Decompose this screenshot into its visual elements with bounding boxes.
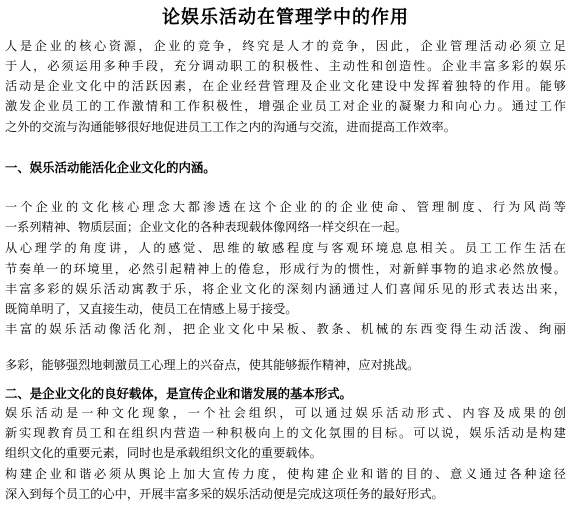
intro-line-1: 人是企业的核心资源，企业的竞争，终究是人才的竞争，因此，企业管理活动必须立足 (5, 39, 566, 53)
section-1-line-8: 多彩，能够强烈地刺激员工心理上的兴奋点，使其能够振作精神，应对挑战。 (5, 358, 420, 372)
section-1-line-6: 既简单明了，又直接生动，使员工在情感上易于接受。 (5, 302, 298, 316)
section-2-heading: 二、是企业文化的良好载体，是宣传企业和谐发展的基本形式。 (5, 386, 352, 401)
intro-line-4: 激发企业员工的工作激情和工作积极性，增强企业员工对企业的凝聚力和向心力。通过工作 (5, 99, 566, 113)
section-2-line-5: 深入到每个员工的心中，开展丰富多采的娱乐活动便是完成这项任务的最好形式。 (5, 487, 444, 501)
section-1-heading: 一、娱乐活动能活化企业文化的内涵。 (5, 160, 216, 175)
section-1-line-2: 一系列精神、物质层面；企业文化的各种表现载体像网络一样交织在一起。 (5, 220, 408, 234)
intro-line-3: 活动是企业文化中的活跃因素，在企业经营管理及企业文化建设中发挥着独特的作用。能够 (5, 79, 566, 93)
section-1-line-1: 一个企业的文化核心理念大都渗透在这个企业的的企业使命、管理制度、行为风尚等 (5, 200, 566, 214)
intro-line-2: 于人，必须运用多种手段，充分调动职工的积极性、主动性和创造性。企业丰富多彩的娱乐 (5, 59, 566, 73)
section-1-line-3: 从心理学的角度讲，人的感觉、思维的敏感程度与客观环境息息相关。员工工作生活在 (5, 241, 566, 255)
intro-line-5: 之外的交流与沟通能够很好地促进员工工作之内的沟通与交流，进而提高工作效率。 (5, 120, 456, 134)
section-2-line-4: 构建企业和谐必须从舆论上加大宣传力度，使构建企业和谐的目的、意义通过各种途径 (5, 467, 566, 481)
section-1-line-7: 丰富的娱乐活动像活化剂，把企业文化中呆板、教条、机械的东西变得生动活泼、绚丽 (5, 322, 566, 336)
section-2-line-2: 新实现教育员工和在组织内营造一种积极向上的文化氛围的目标。可以说，娱乐活动是构建 (5, 426, 566, 440)
section-1-line-4: 节奏单一的环境里，必然引起精神上的倦怠，形成行为的惯性，对新鲜事物的追求必然放慢。 (5, 262, 566, 276)
section-2-line-3: 组织文化的重要元素，同时也是承载组织文化的重要载体。 (5, 446, 322, 460)
document-title: 论娱乐活动在管理学中的作用 (162, 7, 409, 28)
section-2-line-1: 娱乐活动是一种文化现象，一个社会组织，可以通过娱乐活动形式、内容及成果的创 (5, 406, 566, 420)
section-1-line-5: 丰富多彩的娱乐活动寓教于乐，将企业文化的深刻内涵通过人们喜闻乐见的形式表达出来， (5, 282, 566, 296)
